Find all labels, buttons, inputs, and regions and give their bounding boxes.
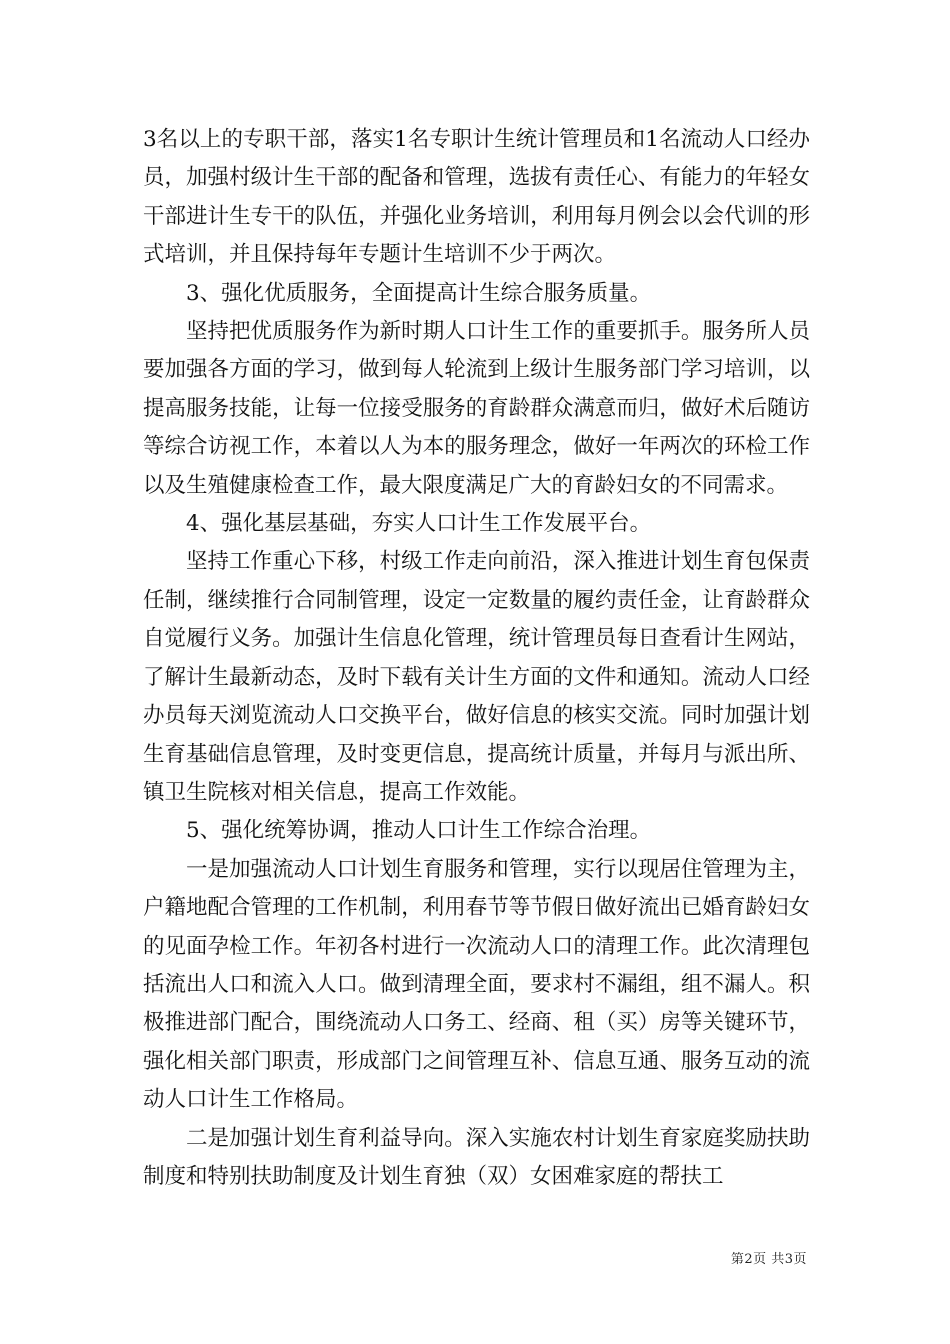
paragraph-3: 坚持把优质服务作为新时期人口计生工作的重要抓手。服务所人员要加强各方面的学习，做到每人轮流到上级计生服务部门学习培训，以提高服务技能，让每一位接受服务的育龄群众满意而归，做好术后随访等综合访视工作，本着以人为本的服务理念，做好一年两次的环检工作以及生殖健康检查工作，最大限度满足广大的育龄妇女的不同需求。 xyxy=(143,319,810,498)
paragraph-7: 一是加强流动人口计划生育服务和管理，实行以现居住管理为主，户籍地配合管理的工作机制，利用春节等节假日做好流出已婚育龄妇女的见面孕检工作。年初各村进行一次流动人口的清理工作。此次清理包括流出人口和流入人口。做到清理全面，要求村不漏组，组不漏人。积极推进部门配合，围绕流动人口务工、经商、租（买）房等关键环节，强化相关部门职责，形成部门之间管理互补、信息互通、服务互动的流动人口计生工作格局。 xyxy=(143,856,810,1113)
page-number-footer: 第2页 共3页 xyxy=(730,1252,807,1267)
paragraph-1: 3名以上的专职干部，落实1名专职计生统计管理员和1名流动人口经办员，加强村级计生干部的配备和管理，选拔有责任心、有能力的年轻女干部进计生专干的队伍，并强化业务培训，利用每月例会以会代训的形式培训，并且保持每年专题计生培训不少于两次。 xyxy=(143,127,810,268)
section-heading-5: 5、强化统筹协调，推动人口计生工作综合治理。 xyxy=(186,818,652,844)
section-heading-4: 4、强化基层基础，夯实人口计生工作发展平台。 xyxy=(186,511,652,537)
paragraph-5: 坚持工作重心下移，村级工作走向前沿，深入推进计划生育包保责任制，继续推行合同制管理，设定一定数量的履约责任金，让育龄群众自觉履行义务。加强计生信息化管理，统计管理员每日查看计生网站，了解计生最新动态，及时下载有关计生方面的文件和通知。流动人口经办员每天浏览流动人口交换平台，做好信息的核实交流。同时加强计划生育基础信息管理，及时变更信息，提高统计质量，并每月与派出所、镇卫生院核对相关信息，提高工作效能。 xyxy=(143,549,810,805)
document-body xyxy=(143,121,810,1196)
section-heading-3: 3、强化优质服务，全面提高计生综合服务质量。 xyxy=(186,280,652,306)
paragraph-8: 二是加强计划生育利益导向。深入实施农村计划生育家庭奖励扶助制度和特别扶助制度及计划生育独（双）女困难家庭的帮扶工 xyxy=(143,1125,810,1189)
